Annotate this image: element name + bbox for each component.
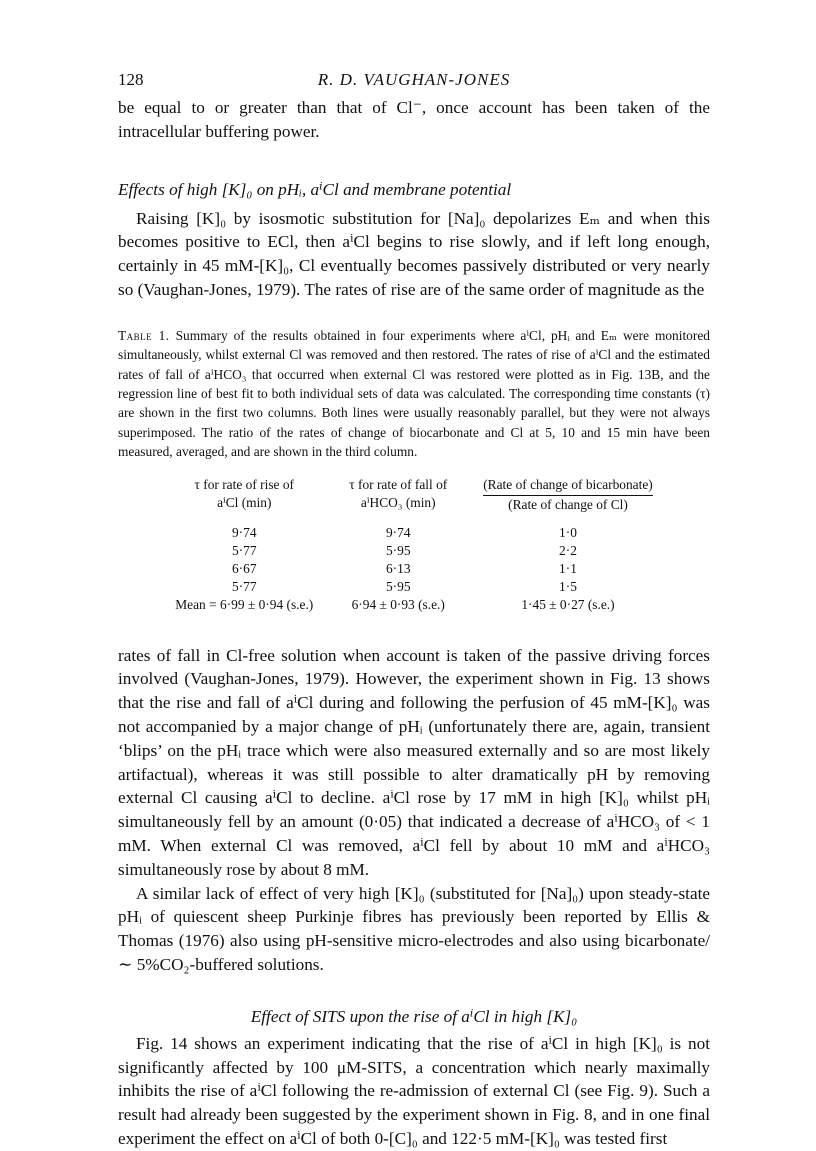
paragraph-1: Raising [K]₀ by isosmotic substitution for [Na]₀ depolarizes Eₘ and when this becomes positive to ECl, then aⁱCl begins to rise slowly, and if left long enough, certainly in 45 mM-[K]₀, Cl eventually becomes passively distributed or very nearly so (Vaughan-Jones, 1979). The rates of rise are of the same order of magnitude as the [118, 208, 710, 299]
table-row [165, 524, 663, 542]
table-row [165, 542, 663, 560]
table-cell: 5·77 [231, 578, 257, 594]
col1-header [165, 476, 323, 514]
running-head [118, 70, 710, 96]
col3-header-denominator: (Rate of change of Cl) [508, 496, 628, 512]
mean-value-col2: 6·94 ± 0·93 (s.e.) [351, 596, 445, 612]
table-cell: 1·5 [559, 578, 577, 594]
mean-value-col1: 6·99 ± 0·94 (s.e.) [220, 596, 314, 612]
paragraph-2: rates of fall in Cl-free solution when account is taken of the passive driving forces involved (Vaughan-Jones, 1979). However, the experiment shown in Fig. 13 shows that the rise and fall of aⁱCl during and following the perfusion of 45 mM-[K]₀ was not accompanied by a major change of pHᵢ (unfortunately there are, again, transient ‘blips’ on the pHᵢ trace which were also measured externally and so are most likely artifactual), whereas it was still possible to alter dramatically pH by removing external Cl causing aⁱCl to decline. aⁱCl rose by 17 mM in high [K]₀ whilst pHᵢ simultaneously fell by an amount (0·05) that indicated a decrease of aⁱHCO₃ of < 1 mM. When external Cl was removed, aⁱCl fell by about 10 mM and aⁱHCO₃ simultaneously rose by about 8 mM. [118, 645, 710, 879]
paragraph-3: A similar lack of effect of very high [K]₀ (substituted for [Na]₀) upon steady-state pHᵢ of quiescent sheep Purkinje fibres has previously been reported by Ellis & Thomas (1976) also using pH-sensitive micro-electrodes and also using bicarbonate/ ∼ 5%CO₂-buffered solutions. [118, 883, 710, 974]
table-cell: 9·74 [385, 524, 411, 540]
col2-header [323, 476, 457, 514]
col1-header-line2: aⁱCl (min) [217, 494, 272, 510]
page-number: 128 [118, 70, 144, 89]
table-cell: 6·67 [231, 560, 257, 576]
table-cell: 9·74 [231, 524, 257, 540]
paragraph-4: Fig. 14 shows an experiment indicating that the rise of aⁱCl in high [K]₀ is not significantly affected by 100 μM-SITS, a concentration which nearly maximally inhibits the rise of aⁱCl following the re-admission of external Cl (see Fig. 9). Such a result had already been suggested by the experiment shown in Fig. 8, and in one final experiment the effect on aⁱCl of both 0-[C]₀ and 122·5 mM-[K]₀ was tested first [118, 1033, 710, 1148]
col2-header-line2: aⁱHCO₃ (min) [360, 494, 436, 510]
paragraph-top: be equal to or greater than that of Cl⁻, once account has been taken of the intracellular buffering power. [118, 98, 710, 141]
col1-header-line1: τ for rate of rise of [194, 476, 294, 492]
table-cell: 6·13 [385, 560, 411, 576]
section-heading-high-k: Effects of high [K]₀ on pHᵢ, aⁱCl and membrane potential [118, 179, 512, 199]
table-cell: 1·1 [559, 560, 577, 576]
table-row [165, 560, 663, 578]
table-caption-label: Table 1. [118, 327, 170, 343]
mean-label: Mean = [175, 596, 217, 612]
table-cell-mean [165, 596, 323, 614]
table-cell: 2·2 [559, 542, 577, 558]
table-header-row [165, 476, 663, 514]
page-content [118, 70, 710, 1151]
table-caption [118, 326, 710, 462]
table-cell: 5·95 [385, 542, 411, 558]
results-table [165, 476, 663, 614]
table-row [165, 578, 663, 596]
table-cell: 5·95 [385, 578, 411, 594]
mean-value-col3: 1·45 ± 0·27 (s.e.) [521, 596, 615, 612]
col3-header-numerator: (Rate of change of bicarbonate) [483, 476, 653, 496]
table-caption-text: Summary of the results obtained in four experiments where aⁱCl, pHᵢ and Eₘ were monitored simultaneously, whilst external Cl was removed and then restored. The rates of rise of aⁱCl and the estimated rates of fall of aⁱHCO₃ that occurred when external Cl was restored were plotted as in Fig. 13B, and the regression line of best fit to both individual sets of data was calculated. The corresponding time constants (τ) are shown in the first two columns. Both lines were usually reasonably parallel, but they were not always superimposed. The ratio of the rates of change of biocarbonate and Cl at 5, 10 and 15 min have been measured, averaged, and are shown in the third column. [118, 327, 710, 460]
table-cell: 1·0 [559, 524, 577, 540]
col2-header-line1: τ for rate of fall of [349, 476, 448, 492]
table-mean-row [165, 596, 663, 614]
running-title: R. D. VAUGHAN-JONES [317, 70, 511, 89]
section-heading-sits: Effect of SITS upon the rise of aⁱCl in high [K]₀ [250, 1006, 578, 1026]
table-cell: 5·77 [231, 542, 257, 558]
col3-header [457, 476, 663, 514]
